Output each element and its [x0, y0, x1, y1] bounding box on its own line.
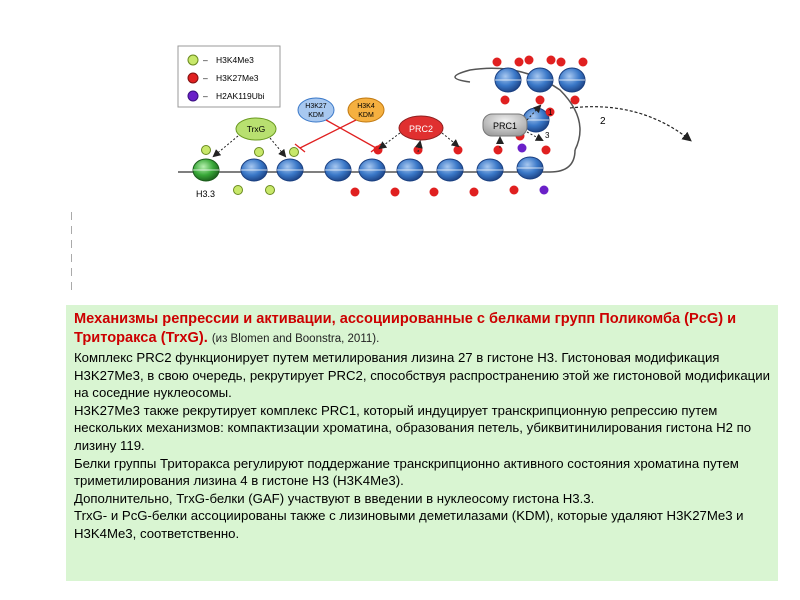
kdm-left-line1: H3K27: [305, 103, 327, 110]
paragraph-gaf: Дополнительно, TrxG-белки (GAF) участвуют в введении в нуклеосому гистона Н3.3.: [74, 490, 595, 506]
legend-dash: –: [203, 55, 208, 65]
loop-arrow-2: [570, 107, 690, 140]
trxg-to-h33-arrow: [214, 136, 238, 156]
kdm-right-line2: KDM: [358, 112, 374, 119]
legend-dash: –: [203, 73, 208, 83]
trxg-label: TrxG: [246, 124, 266, 134]
legend-h3k27me3-label: H3K27Me3: [216, 73, 259, 83]
h3-3-label: H3.3: [196, 189, 216, 199]
legend-h3k4me3-dot: [188, 55, 198, 65]
step-1-label: 1: [548, 108, 553, 117]
description-title: [74, 310, 770, 349]
legend-h2ak119ubi-label: H2AK119Ubi: [216, 91, 265, 101]
prc2-arrow-right: [442, 133, 458, 146]
legend-dash: –: [203, 91, 208, 101]
title-text: Механизмы репрессии и активации, ассоциированные с белками групп Поликомба (PcG) и Триторакса (TrxG).: [74, 311, 737, 346]
prc1-arrow-3: [527, 132, 542, 140]
h3-3-nucleosome: [193, 146, 219, 182]
prc2-arrow-left: [380, 133, 400, 148]
step-2-label: 2: [600, 116, 606, 127]
step-3-label: 3: [545, 131, 550, 140]
legend-h3k4me3-label: H3K4Me3: [216, 55, 254, 65]
paragraph-prc2: Комплекс PRC2 функционирует путем метилирования лизина 27 в гистоне Н3. Гистоновая модификация H3K27Me3, в свою очередь, рекрутирует PRC2, способствуя распространению этой же гистоновой модификации на соседние нуклеосомы.: [74, 350, 770, 401]
margin-ticks: [71, 212, 75, 292]
kdm-inhibition-line: [326, 120, 376, 148]
legend-h2ak119ubi-dot: [188, 91, 198, 101]
trxg-to-nuc-arrow: [270, 138, 285, 156]
paragraph-trxg: Белки группы Триторакса регулируют поддержание транскрипционно активного состояния хроматина путем триметилирования лизина 4 в гистоне Н3 (H3K4Me3).: [74, 455, 739, 489]
prc1-label: PRC1: [492, 121, 518, 131]
paragraph-prc1: H3K27Me3 также рекрутирует комплекс PRC1, который индуцирует транскрипционную репрессию путем нескольких механизмов: компактизации хроматина, образования петель, убиквитинилирования гистона Н2 по лизину 119.: [74, 402, 752, 453]
citation: (из Blomen and Boonstra, 2011).: [211, 333, 380, 345]
legend-h3k27me3-dot: [188, 73, 198, 83]
nucleosome-row: [241, 157, 543, 181]
kdm-left-line2: KDM: [308, 112, 324, 119]
paragraph-kdm: TrxG- и PcG-белки ассоциированы также с лизиновыми деметилазами (KDM), которые удаляют H3K27Me3 и H3K4Me3, соответственно.: [74, 508, 744, 541]
prc2-label: PRC2: [408, 124, 434, 134]
kdm-right-line1: H3K4: [357, 103, 375, 110]
description-box: [66, 305, 778, 581]
kdm-inhibition-line: [300, 120, 356, 148]
